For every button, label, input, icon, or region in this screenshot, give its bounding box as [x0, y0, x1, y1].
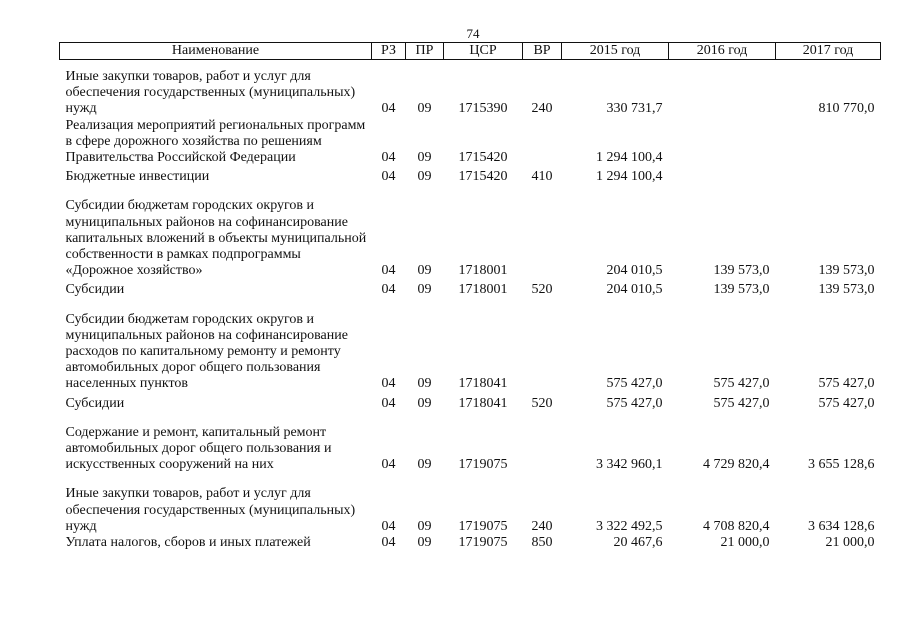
row-rz: 04: [381, 150, 396, 166]
row-2017: 575 427,0: [818, 395, 875, 411]
table-row: [60, 166, 881, 185]
row-2017: 810 770,0: [818, 101, 875, 117]
row-2017: 3 655 128,6: [808, 457, 875, 473]
row-pr: 09: [417, 395, 432, 411]
row-csr: 1719075: [458, 518, 508, 534]
row-rz: 04: [381, 457, 396, 473]
row-rz: 04: [381, 376, 396, 392]
row-vr: 850: [531, 535, 553, 551]
row-rz: 04: [381, 263, 396, 279]
row-pr: 09: [417, 101, 432, 117]
header-vr: ВР: [523, 43, 562, 60]
header-year-2015: 2015 год: [562, 43, 669, 60]
row-name: Иные закупки товаров, работ и услуг для обеспечения государственных (муниципальных) нужд: [65, 486, 356, 534]
row-csr: 1719075: [458, 535, 508, 551]
row-2016: [669, 166, 776, 185]
row-name: Реализация мероприятий региональных программ в сфере дорожного хозяйства по решениям Правительства Российской Федерации: [65, 117, 366, 166]
row-pr: 09: [417, 535, 432, 551]
table-header: [60, 43, 881, 60]
row-name: Субсидии: [65, 395, 125, 411]
row-vr: 240: [531, 101, 553, 117]
header-csr: ЦСР: [444, 43, 523, 60]
row-2017: 139 573,0: [818, 282, 875, 298]
row-2017: 3 634 128,6: [808, 518, 875, 534]
table-row: [60, 60, 881, 118]
row-rz: 04: [381, 518, 396, 534]
row-csr: 1715390: [458, 101, 508, 117]
header-name: Наименование: [60, 43, 372, 60]
row-name: Иные закупки товаров, работ и услуг для обеспечения государственных (муниципальных) нужд: [65, 69, 356, 117]
row-csr: 1715420: [458, 150, 508, 166]
row-2015: 204 010,5: [606, 282, 663, 298]
row-2016: 575 427,0: [713, 395, 770, 411]
row-2017: 139 573,0: [818, 263, 875, 279]
row-2015: 575 427,0: [606, 376, 663, 392]
table-row: [60, 473, 881, 535]
row-pr: 09: [417, 457, 432, 473]
row-2016: 575 427,0: [713, 376, 770, 392]
row-vr: [523, 412, 562, 474]
row-2017: 575 427,0: [818, 376, 875, 392]
row-csr: 1715420: [458, 169, 508, 185]
table-row: [60, 393, 881, 412]
row-vr: 240: [531, 518, 553, 534]
row-vr: [523, 118, 562, 167]
row-name: Содержание и ремонт, капитальный ремонт автомобильных дорог общего пользования и искусственных сооружений на них: [65, 424, 332, 473]
row-vr: 410: [531, 169, 553, 185]
header-year-2017: 2017 год: [776, 43, 881, 60]
row-2017: 21 000,0: [825, 535, 875, 551]
row-2015: 204 010,5: [606, 263, 663, 279]
row-pr: 09: [417, 518, 432, 534]
row-csr: 1718001: [458, 282, 508, 298]
table-row: [60, 279, 881, 298]
table-row: [60, 299, 881, 393]
row-2015: 575 427,0: [606, 395, 663, 411]
page-number: 74: [466, 26, 480, 41]
row-csr: 1719075: [458, 457, 508, 473]
row-name: Субсидии: [65, 282, 125, 298]
header-row: [60, 43, 881, 60]
row-pr: 09: [417, 150, 432, 166]
row-rz: 04: [381, 169, 396, 185]
row-2015: 1 294 100,4: [596, 150, 663, 166]
table-body: [60, 60, 881, 552]
row-2016: 4 708 820,4: [703, 518, 770, 534]
row-2017: [776, 118, 881, 167]
header-rz: РЗ: [372, 43, 406, 60]
row-vr: [523, 185, 562, 279]
header-year-2016: 2016 год: [669, 43, 776, 60]
row-2015: 20 467,6: [613, 535, 663, 551]
row-2016: [669, 118, 776, 167]
row-2015: 1 294 100,4: [596, 169, 663, 185]
table-row: [60, 185, 881, 279]
row-name: Субсидии бюджетам городских округов и муниципальных районов на софинансирование расходов по капитальному ремонту и ремонту автомобильных дорог общего пользования населенных пунктов: [65, 311, 348, 392]
row-rz: 04: [381, 101, 396, 117]
row-2016: 139 573,0: [713, 263, 770, 279]
row-csr: 1718041: [458, 376, 508, 392]
row-rz: 04: [381, 395, 396, 411]
table-row: [60, 118, 881, 167]
row-rz: 04: [381, 282, 396, 298]
row-name: Субсидии бюджетам городских округов и муниципальных районов на софинансирование капитальных вложений в объекты муниципальной собственности в рамках подпрограммы «Дорожное хозяйство»: [65, 198, 367, 279]
row-csr: 1718001: [458, 263, 508, 279]
table-row: [60, 535, 881, 551]
row-pr: 09: [417, 282, 432, 298]
row-2015: 3 342 960,1: [596, 457, 663, 473]
row-rz: 04: [381, 535, 396, 551]
row-2017: [776, 166, 881, 185]
row-csr: 1718041: [458, 395, 508, 411]
row-2015: 330 731,7: [606, 101, 663, 117]
budget-table: [59, 42, 881, 551]
row-name: Бюджетные инвестиции: [65, 169, 210, 185]
row-2015: 3 322 492,5: [596, 518, 663, 534]
row-vr: 520: [531, 395, 553, 411]
row-vr: 520: [531, 282, 553, 298]
row-pr: 09: [417, 169, 432, 185]
row-pr: 09: [417, 376, 432, 392]
table-row: [60, 412, 881, 474]
row-2016: [669, 60, 776, 118]
row-2016: 139 573,0: [713, 282, 770, 298]
row-vr: [523, 299, 562, 393]
row-2016: 4 729 820,4: [703, 457, 770, 473]
row-2016: 21 000,0: [720, 535, 770, 551]
row-pr: 09: [417, 263, 432, 279]
header-pr: ПР: [406, 43, 444, 60]
row-name: Уплата налогов, сборов и иных платежей: [65, 535, 311, 551]
